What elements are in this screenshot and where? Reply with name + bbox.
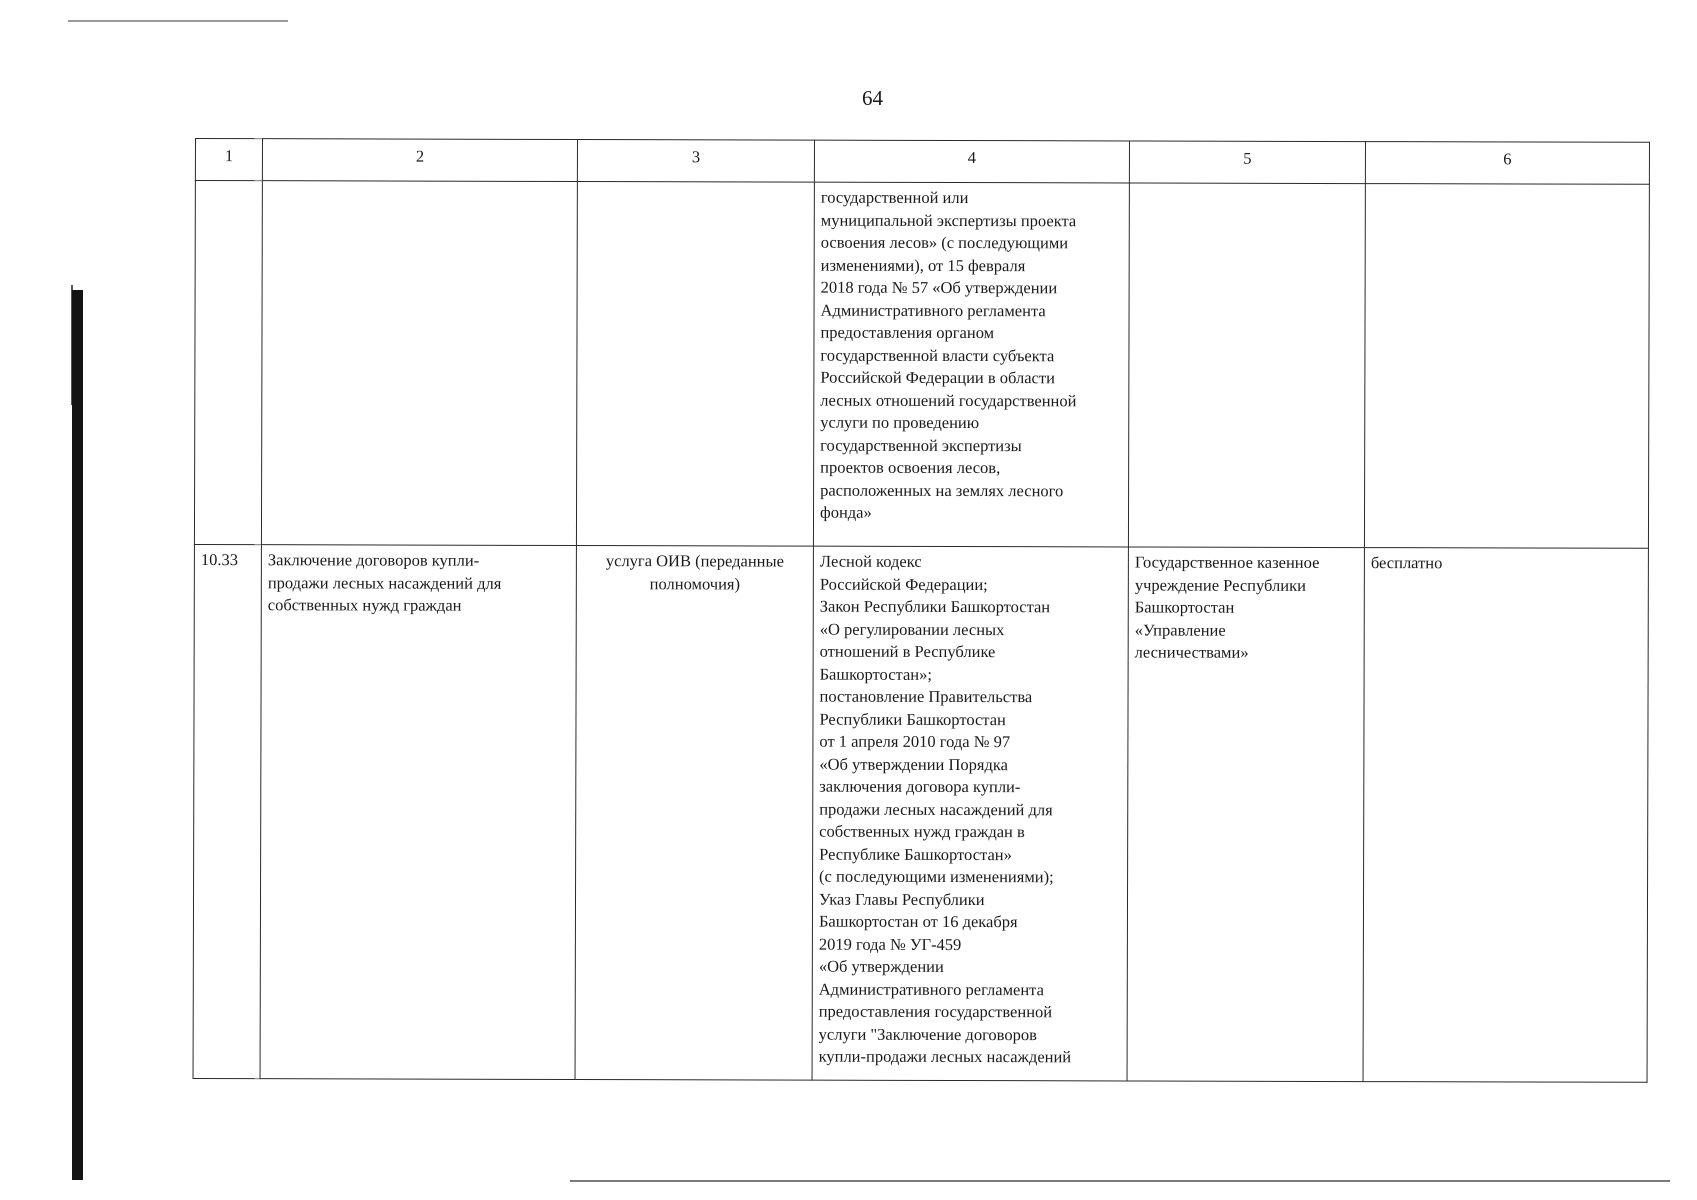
- cell-service-name: [261, 181, 577, 546]
- header-col-1: 1: [195, 139, 262, 181]
- cell-provider: [1128, 183, 1365, 548]
- cell-legal-basis: Лесной кодекс Российской Федерации; Закон Республики Башкортостан «О регулировании лесных отношений в Республике Башкортостан»; постановление Правительства Республики Башкортостан от 1 апреля 2010 года № 97 «Об утверждении Порядка заключения договора купли- продажи лесных насаждений для собственных нужд граждан в Республике Башкортостан» (с последующими изменениями); Указ Главы Республики Башкортостан от 16 декабря 2019 года № УГ-459 «Об утверждении Административного регламента предоставления государственной услуги "Заключение договоров купли-продажи лесных насаждений: [812, 546, 1128, 1081]
- header-col-2: 2: [262, 139, 577, 182]
- header-col-3: 3: [577, 140, 814, 183]
- table-header-row: [195, 139, 1649, 185]
- cell-number: [194, 181, 262, 545]
- cell-number: 10.33: [193, 544, 261, 1078]
- page-number: 64: [862, 86, 883, 110]
- cell-cost: бесплатно: [1363, 548, 1648, 1083]
- table-row-continuation: [194, 181, 1649, 549]
- cell-service-type: [576, 182, 814, 547]
- header-col-6: 6: [1365, 142, 1649, 185]
- cell-cost: [1364, 184, 1649, 549]
- cell-legal-basis: государственной или муниципальной экспертизы проекта освоения лесов» (с последующими изменениями), от 15 февраля 2018 года № 57 «Об утверждении Административного регламента предоставления органом государственной власти субъекта Российской Федерации в области лесных отношений государственной услуги по проведению государственной экспертизы проектов освоения лесов, расположенных на землях лесного фонда»: [813, 182, 1129, 547]
- cell-service-name: Заключение договоров купли- продажи лесных насаждений для собственных нужд граждан: [260, 545, 576, 1080]
- header-col-4: 4: [814, 140, 1129, 183]
- cell-provider: Государственное казенное учреждение Республики Башкортостан «Управление лесничествами»: [1127, 547, 1364, 1082]
- cell-service-type: услуга ОИВ (переданные полномочия): [575, 546, 813, 1081]
- header-col-5: 5: [1129, 141, 1365, 184]
- services-table: [193, 138, 1650, 1083]
- scan-artifact-left-bar: [72, 290, 83, 1180]
- scan-artifact-bottom-line: [570, 1180, 1670, 1182]
- scan-artifact-top-line: [68, 20, 288, 22]
- table-row-10-33: [193, 544, 1648, 1082]
